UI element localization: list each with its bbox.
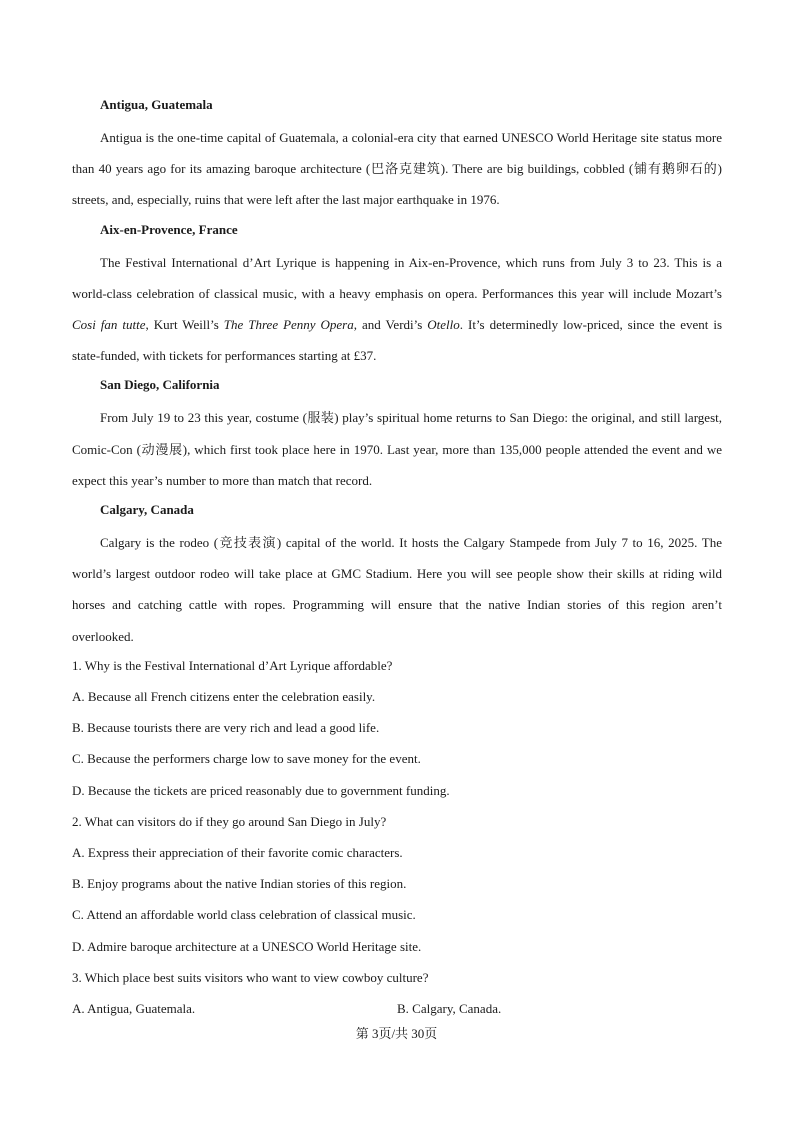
- answer-option: A. Antigua, Guatemala.: [72, 1000, 196, 1016]
- opera-title: The Three Penny Opera: [223, 317, 354, 333]
- section-text-calgary: Calgary is the rodeo (竞技表演) capital of the world. It hosts the Calgary Stampede from July 7 to 16, 2025. The world’s largest outdoor rodeo will take place at GMC Stadium. Here you will see people show their skills at riding wild horses and catching cattle with ropes. Programming will ensure that the native Indian stories of this region aren’t overlooked.: [72, 535, 722, 644]
- section-text-san-diego: From July 19 to 23 this year, costume (服装) play’s spiritual home returns to San Diego: the original, and still largest, Comic-Con (动漫展), which first took place here in 1970. Last year, more than 135,000 people attended the event and we expect this year’s number to more than match that record.: [72, 410, 722, 488]
- answer-option: D. Because the tickets are priced reasonably due to government funding.: [72, 782, 450, 798]
- section-heading-aix: Aix-en-Provence, France: [100, 221, 238, 237]
- section-text-antigua: Antigua is the one-time capital of Guatemala, a colonial-era city that earned UNESCO World Heritage site status more than 40 years ago for its amazing baroque architecture (巴洛克建筑). There are big buildings, cobbled (铺有鹅卵石的) streets, and, especially, ruins that were left after the last major earthquake in 1976.: [72, 130, 722, 208]
- text-segment: The Festival International d’Art Lyrique is happening in Aix-en-Provence, which runs from July 3 to 23. This is a world-class celebration of classical music, with a heavy emphasis on opera. Performances this year will include Mozart’s: [72, 254, 722, 301]
- section-text-aix: [72, 247, 722, 372]
- section-heading-antigua: Antigua, Guatemala: [100, 97, 213, 112]
- text-segment: , Kurt Weill’s: [145, 317, 224, 333]
- section-heading-calgary: Calgary, Canada: [100, 502, 194, 518]
- answer-option: B. Because tourists there are very rich and lead a good life.: [72, 720, 380, 736]
- answer-option: D. Admire baroque architecture at a UNESCO World Heritage site.: [72, 938, 422, 954]
- opera-title: Otello: [427, 317, 460, 333]
- text-segment: . It’s determinedly low-priced, since the event is state-funded, with tickets for performances starting at £37.: [72, 317, 722, 364]
- document-page: [72, 91, 722, 1026]
- answer-option: B. Calgary, Canada.: [397, 1000, 502, 1016]
- text-segment: , and Verdi’s: [353, 317, 428, 333]
- page-number: 第 3页/共 30页: [355, 1026, 438, 1041]
- opera-title: Cosi fan tutte: [72, 317, 146, 333]
- question-stem: 3. Which place best suits visitors who want to view cowboy culture?: [72, 969, 429, 985]
- answer-option: B. Enjoy programs about the native Indian stories of this region.: [72, 876, 407, 892]
- question-stem: 2. What can visitors do if they go around San Diego in July?: [72, 813, 387, 829]
- answer-option: A. Express their appreciation of their favorite comic characters.: [72, 844, 403, 860]
- section-heading-san-diego: San Diego, California: [100, 377, 220, 393]
- answer-option: A. Because all French citizens enter the celebration easily.: [72, 689, 376, 705]
- answer-option: C. Because the performers charge low to save money for the event.: [72, 751, 421, 767]
- answer-option: C. Attend an affordable world class celebration of classical music.: [72, 907, 416, 923]
- question-stem: 1. Why is the Festival International d’Art Lyrique affordable?: [72, 657, 393, 673]
- answer-options-row: [72, 995, 722, 1026]
